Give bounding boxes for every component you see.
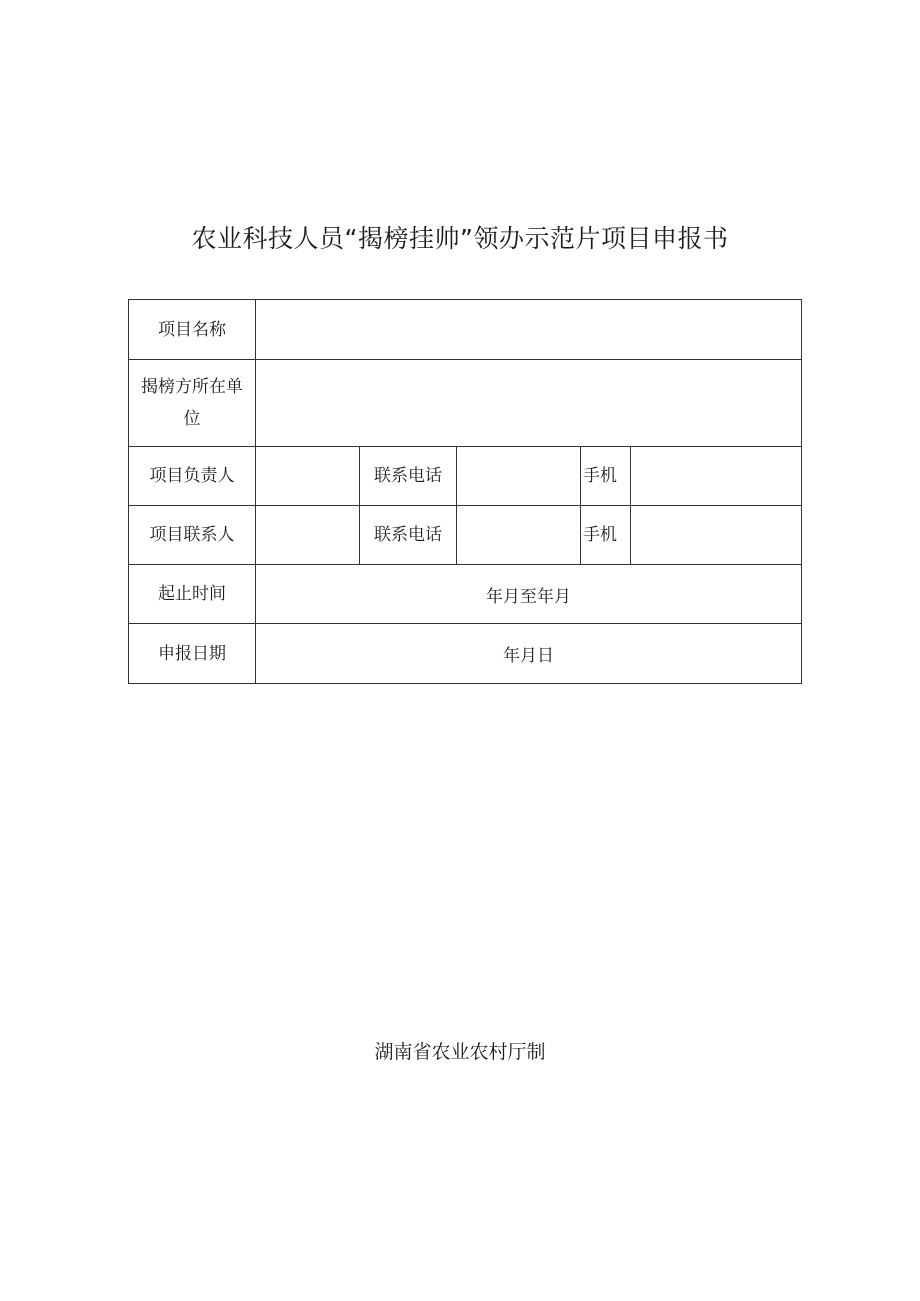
leader-phone-field[interactable] (457, 447, 581, 506)
leader-mobile-field[interactable] (631, 447, 802, 506)
contact-person-label: 项目联系人 (129, 506, 256, 565)
leader-label: 项目负责人 (129, 447, 256, 506)
application-form-table (128, 299, 802, 684)
project-name-label: 项目名称 (129, 300, 256, 360)
issuer-footer: 湖南省农业农村厅制 (374, 1041, 546, 1063)
contact-mobile-field[interactable] (631, 506, 802, 565)
row-project-leader (129, 447, 802, 506)
document-title: 农业科技人员“揭榜挂帅”领办示范片项目申报书 (191, 224, 729, 253)
contact-person-name-field[interactable] (256, 506, 360, 565)
row-project-name (129, 300, 802, 360)
leader-name-field[interactable] (256, 447, 360, 506)
project-name-field[interactable] (256, 300, 802, 360)
contact-mobile-label: 手机 (581, 506, 631, 565)
unit-label: 揭榜方所在单位 (129, 360, 256, 447)
row-contact-person (129, 506, 802, 565)
row-unit (129, 360, 802, 447)
row-date (129, 624, 802, 684)
contact-phone-label: 联系电话 (360, 506, 457, 565)
row-period (129, 565, 802, 624)
period-field[interactable]: 年月至年月 (256, 565, 802, 624)
unit-field[interactable] (256, 360, 802, 447)
leader-mobile-label: 手机 (581, 447, 631, 506)
date-field[interactable]: 年月日 (256, 624, 802, 684)
contact-phone-field[interactable] (457, 506, 581, 565)
period-label: 起止时间 (129, 565, 256, 624)
leader-phone-label: 联系电话 (360, 447, 457, 506)
date-label: 申报日期 (129, 624, 256, 684)
